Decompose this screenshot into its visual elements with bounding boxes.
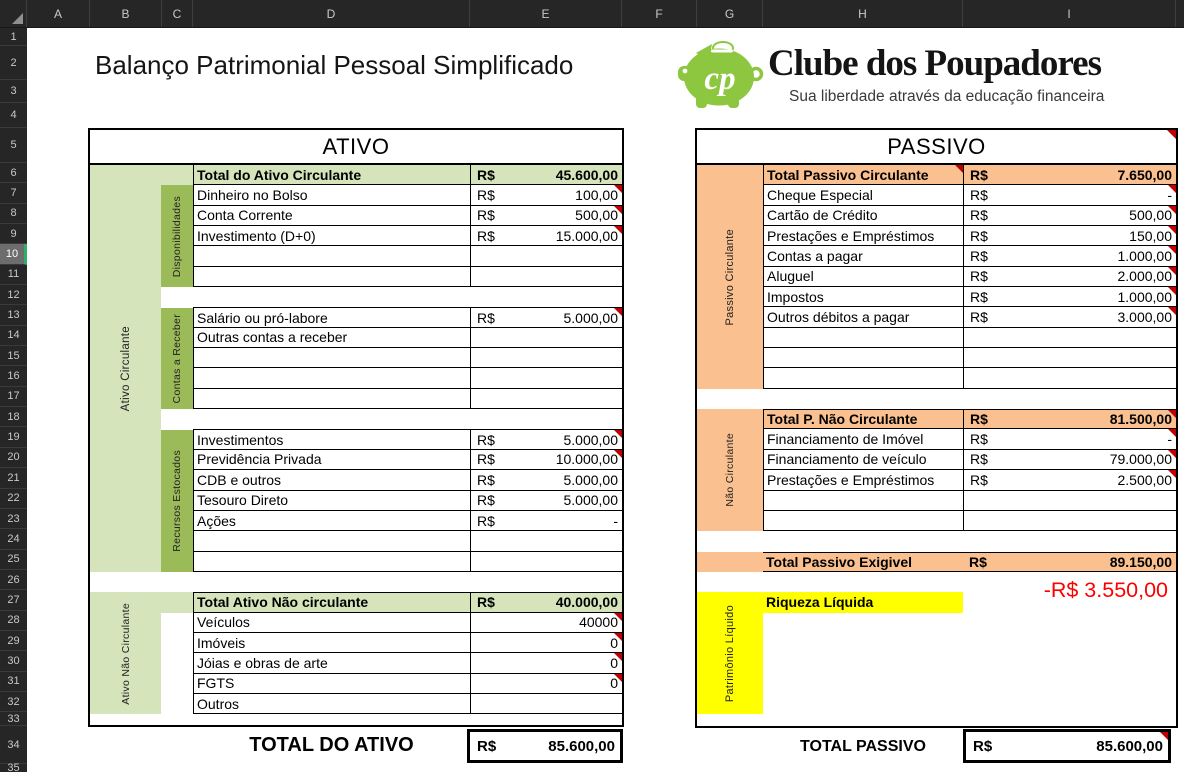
row-label[interactable] — [763, 328, 963, 348]
col-header-b[interactable]: B — [90, 0, 162, 27]
row-label[interactable] — [193, 552, 470, 572]
row-value[interactable]: 0 — [470, 674, 622, 694]
row-value[interactable] — [470, 694, 622, 714]
col-header-d[interactable]: D — [193, 0, 470, 27]
row-value[interactable]: R$ 79.000,00 — [963, 450, 1176, 470]
table-row — [697, 348, 1176, 368]
row-label[interactable]: Prestações e Empréstimos — [763, 226, 963, 246]
row-header[interactable]: 1 — [0, 28, 27, 46]
row-label[interactable]: Cheque Especial — [763, 185, 963, 205]
row-label[interactable]: Financiamento de Imóvel — [763, 429, 963, 449]
row-header[interactable]: 12 — [0, 285, 27, 305]
spacer-row — [697, 633, 1176, 653]
table-row — [697, 287, 1176, 307]
row-header[interactable]: 27 — [0, 590, 27, 610]
row-label[interactable]: Jóias e obras de arte — [193, 653, 470, 673]
table-row — [697, 267, 1176, 287]
row-label[interactable] — [763, 511, 963, 531]
row-value[interactable]: R$ 3.000,00 — [963, 307, 1176, 327]
row-label[interactable]: Previdência Privada — [193, 450, 470, 470]
spacer-row — [697, 653, 1176, 673]
row-header[interactable]: 23 — [0, 509, 27, 529]
spacer-row — [697, 613, 1176, 633]
table-row — [90, 613, 622, 633]
row-label[interactable]: Prestações e Empréstimos — [763, 470, 963, 490]
row-header[interactable]: 33 — [0, 712, 27, 726]
row-value[interactable] — [963, 328, 1176, 348]
row-value[interactable]: R$ 100,00 — [470, 185, 622, 205]
row-header[interactable]: 29 — [0, 631, 27, 651]
table-row — [90, 674, 622, 694]
row-value[interactable] — [470, 368, 622, 388]
sidebar-ativo-nao-circulante[interactable]: Ativo Não Circulante — [90, 592, 161, 714]
sidebar-nao-circulante[interactable]: Não Circulante — [697, 409, 763, 531]
row-label[interactable]: Tesouro Direto — [193, 491, 470, 511]
row-header[interactable]: 28 — [0, 611, 27, 631]
row-value[interactable]: R$ 40.000,00 — [470, 592, 622, 612]
sidebar-disponibilidades[interactable]: Disponibilidades — [161, 185, 193, 287]
table-row — [697, 552, 1176, 572]
row-value[interactable] — [470, 531, 622, 551]
row-label[interactable]: Dinheiro no Bolso — [193, 185, 470, 205]
row-value[interactable]: R$ 2.000,00 — [963, 267, 1176, 287]
total-do-ativo-label[interactable]: TOTAL DO ATIVO — [249, 734, 414, 756]
row-header[interactable]: 35 — [7, 761, 20, 772]
row-label[interactable]: Conta Corrente — [193, 206, 470, 226]
table-row — [697, 246, 1176, 266]
row-value[interactable]: R$ - — [470, 511, 622, 531]
table-row — [90, 653, 622, 673]
column-header-bar — [0, 0, 1184, 28]
row-label[interactable]: Ações — [193, 511, 470, 531]
row-label[interactable]: Salário ou pró-labore — [193, 307, 470, 327]
row-label[interactable]: Total Passivo Exigivel — [763, 552, 963, 572]
col-header-a[interactable]: A — [27, 0, 90, 27]
row-value[interactable]: R$ 10.000,00 — [470, 450, 622, 470]
row-header[interactable]: 34 — [0, 726, 27, 764]
row-label[interactable]: Total Ativo Não circulante — [193, 592, 470, 612]
row-header-bar — [0, 28, 27, 772]
spacer-row — [90, 287, 622, 307]
row-label[interactable]: Total do Ativo Circulante — [193, 165, 470, 185]
spacer-row — [697, 389, 1176, 409]
row-label[interactable] — [763, 368, 963, 388]
row-header[interactable]: 6 — [0, 163, 27, 183]
table-row — [90, 694, 622, 714]
table-row — [697, 165, 1176, 185]
row-header-selected[interactable]: 10 — [0, 244, 27, 264]
page-title: Balanço Patrimonial Pessoal Simplificado — [95, 50, 574, 80]
row-header[interactable]: 19 — [0, 427, 27, 447]
row-header[interactable]: 2 — [0, 46, 27, 80]
sidebar-passivo-circulante[interactable]: Passivo Circulante — [697, 165, 763, 389]
spacer-row — [697, 674, 1176, 694]
row-label[interactable] — [763, 491, 963, 511]
col-header-c[interactable]: C — [162, 0, 193, 27]
col-header-g[interactable]: G — [697, 0, 763, 27]
row-label[interactable] — [193, 348, 470, 368]
row-label[interactable]: Aluguel — [763, 267, 963, 287]
row-label[interactable] — [193, 368, 470, 388]
row-value[interactable]: R$ 5.000,00 — [470, 429, 622, 449]
riqueza-liquida-value[interactable]: -R$ 3.550,00 — [1043, 578, 1168, 602]
passivo-table — [695, 128, 1178, 728]
row-label[interactable]: Total Passivo Circulante — [763, 165, 963, 185]
row-header[interactable]: 13 — [0, 305, 27, 325]
passivo-header[interactable]: PASSIVO — [697, 130, 1176, 165]
table-row — [697, 206, 1176, 226]
ativo-table — [88, 128, 624, 727]
row-label[interactable]: Veículos — [193, 613, 470, 633]
col-header-i[interactable]: I — [963, 0, 1176, 27]
riqueza-liquida-label[interactable]: Riqueza Líquida — [763, 592, 963, 612]
row-header[interactable]: 22 — [0, 489, 27, 509]
row-label[interactable]: Total P. Não Circulante — [763, 409, 963, 429]
row-value[interactable]: 40000 — [470, 613, 622, 633]
row-label[interactable]: Investimentos — [193, 429, 470, 449]
row-value[interactable] — [963, 348, 1176, 368]
row-value[interactable]: R$ 500,00 — [963, 206, 1176, 226]
row-label[interactable]: Cartão de Crédito — [763, 206, 963, 226]
row-value[interactable]: R$ - — [963, 185, 1176, 205]
row-label[interactable]: Contas a pagar — [763, 246, 963, 266]
row-header[interactable]: 8 — [0, 204, 27, 224]
col-header-h[interactable]: H — [763, 0, 963, 27]
table-row — [90, 633, 622, 653]
table-row — [697, 511, 1176, 531]
svg-text:cp: cp — [704, 61, 736, 97]
row-header[interactable]: 24 — [0, 529, 27, 549]
row-value[interactable]: R$ 150,00 — [963, 226, 1176, 246]
table-row — [697, 185, 1176, 205]
row-label[interactable]: Outras contas a receber — [193, 328, 470, 348]
spacer-row — [697, 694, 1176, 714]
table-row — [697, 226, 1176, 246]
row-value[interactable] — [963, 511, 1176, 531]
row-value[interactable]: R$ 1.000,00 — [963, 246, 1176, 266]
row-label[interactable]: Financiamento de veículo — [763, 450, 963, 470]
total-passivo-label[interactable]: TOTAL PASSIVO — [800, 738, 926, 755]
sidebar-recursos-estocados[interactable]: Recursos Estocados — [161, 430, 193, 572]
spacer-row — [697, 531, 1176, 551]
row-value[interactable]: R$ - — [963, 429, 1176, 449]
col-header-f[interactable]: F — [622, 0, 697, 27]
table-row — [697, 429, 1176, 449]
total-passivo-value[interactable]: R$ 85.600,00 — [963, 729, 1171, 763]
row-header[interactable]: 4 — [0, 103, 27, 128]
row-header[interactable]: 25 — [0, 550, 27, 570]
row-header[interactable]: 9 — [0, 224, 27, 244]
table-row — [697, 307, 1176, 327]
row-label[interactable] — [193, 246, 470, 266]
table-row — [697, 368, 1176, 388]
row-label[interactable]: CDB e outros — [193, 470, 470, 490]
row-value[interactable] — [470, 348, 622, 368]
total-do-ativo-value[interactable]: R$ 85.600,00 — [467, 729, 623, 763]
row-value[interactable] — [470, 328, 622, 348]
row-value[interactable]: R$ 81.500,00 — [963, 409, 1176, 429]
row-value[interactable]: R$ 500,00 — [470, 206, 622, 226]
row-value[interactable] — [470, 246, 622, 266]
row-label[interactable] — [193, 531, 470, 551]
row-label[interactable] — [763, 348, 963, 368]
row-header[interactable]: 26 — [0, 570, 27, 590]
row-label[interactable]: Imóveis — [193, 633, 470, 653]
row-header[interactable]: 11 — [0, 265, 27, 285]
row-value[interactable]: 0 — [470, 653, 622, 673]
row-value[interactable]: R$ 1.000,00 — [963, 287, 1176, 307]
row-value[interactable] — [470, 552, 622, 572]
row-value[interactable] — [963, 491, 1176, 511]
sidebar-patrimonio-liquido[interactable]: Patrimônio Líquido — [697, 592, 763, 714]
table-row — [697, 328, 1176, 348]
spacer-row — [90, 409, 622, 429]
row-label[interactable] — [193, 267, 470, 287]
logo-wordmark: Clube dos Poupadores — [768, 43, 1101, 84]
sidebar-contas-a-receber[interactable]: Contas a Receber — [161, 308, 193, 410]
row-value[interactable]: R$ 7.650,00 — [963, 165, 1176, 185]
row-label[interactable] — [193, 389, 470, 409]
row-header[interactable]: 16 — [0, 366, 27, 386]
row-label[interactable]: FGTS — [193, 674, 470, 694]
row-header[interactable]: 5 — [0, 128, 27, 163]
col-header-e[interactable]: E — [470, 0, 622, 27]
sidebar-ativo-circulante[interactable]: Ativo Circulante — [90, 165, 161, 572]
row-header[interactable]: 17 — [0, 387, 27, 407]
col-header-filler — [1176, 0, 1184, 27]
row-label[interactable]: Outros — [193, 694, 470, 714]
row-value[interactable]: 0 — [470, 633, 622, 653]
row-header[interactable]: 31 — [0, 672, 27, 692]
row-value[interactable]: R$ 5.000,00 — [470, 307, 622, 327]
ativo-header[interactable]: ATIVO — [90, 130, 622, 165]
row-value[interactable]: R$ 45.600,00 — [470, 165, 622, 185]
table-row — [90, 592, 622, 612]
row-label[interactable]: Impostos — [763, 287, 963, 307]
row-header[interactable]: 14 — [0, 326, 27, 346]
row-header[interactable]: 3 — [0, 80, 27, 103]
row-header[interactable]: 18 — [0, 407, 27, 427]
table-row — [697, 450, 1176, 470]
row-value[interactable]: R$ 89.150,00 — [963, 552, 1176, 572]
spacer-row — [90, 572, 622, 592]
row-label[interactable]: Outros débitos a pagar — [763, 307, 963, 327]
table-row — [697, 491, 1176, 511]
select-all-corner[interactable] — [0, 0, 27, 27]
table-row — [90, 165, 622, 185]
row-header[interactable]: 21 — [0, 468, 27, 488]
row-value[interactable]: R$ 5.000,00 — [470, 470, 622, 490]
row-value[interactable] — [470, 267, 622, 287]
logo-tagline: Sua liberdade através da educação financeira — [789, 88, 1105, 105]
row-value[interactable]: R$ 2.500,00 — [963, 470, 1176, 490]
row-value[interactable]: R$ 15.000,00 — [470, 226, 622, 246]
row-header[interactable]: 20 — [0, 448, 27, 468]
row-header[interactable]: 30 — [0, 651, 27, 671]
table-row — [697, 470, 1176, 490]
row-value[interactable] — [470, 389, 622, 409]
row-value[interactable] — [963, 368, 1176, 388]
table-row — [697, 409, 1176, 429]
row-value[interactable]: R$ 5.000,00 — [470, 491, 622, 511]
row-label[interactable]: Investimento (D+0) — [193, 226, 470, 246]
piggy-bank-logo-icon — [676, 36, 766, 112]
row-header[interactable]: 32 — [0, 692, 27, 712]
row-header[interactable]: 15 — [0, 346, 27, 366]
row-header[interactable]: 7 — [0, 183, 27, 203]
